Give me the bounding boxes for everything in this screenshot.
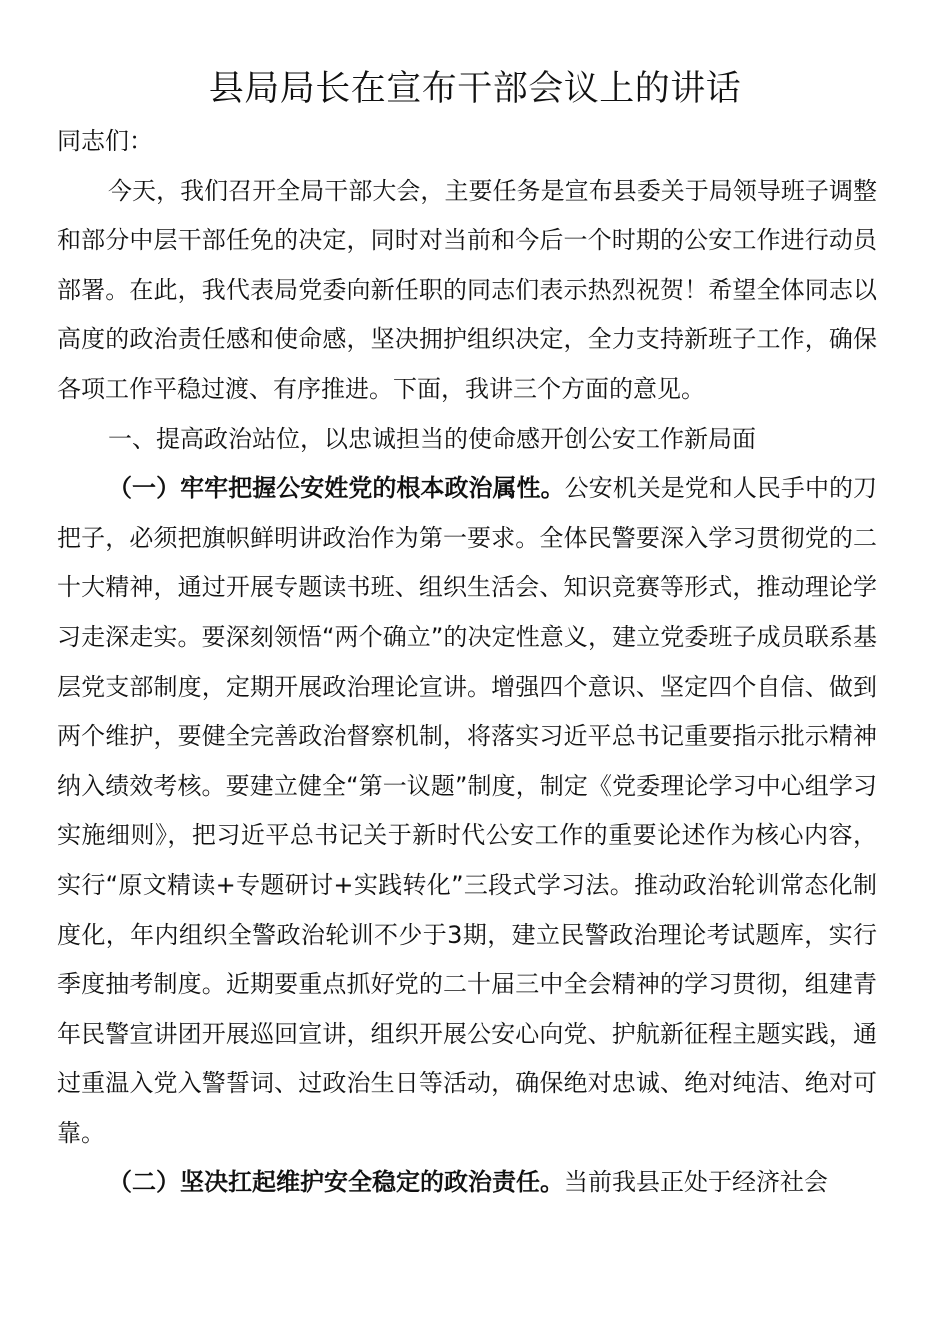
document-body bbox=[57, 117, 877, 1208]
subsection-one-heading: （一）牢牢把握公安姓党的根本政治属性。 bbox=[108, 474, 565, 503]
subsection-one-text: 公安机关是党和人民手中的刀把子，必须把旗帜鲜明讲政治作为第一要求。全体民警要深入学习贯彻党的二十大精神，通过开展专题读书班、组织生活会、知识竞赛等形式，推动理论学习走深走实。要深刻领悟“两个确立”的决定性意义，建立党委班子成员联系基层党支部制度，定期开展政治理论宣讲。增强四个意识、坚定四个自信、做到两个维护，要健全完善政治督察机制，将落实习近平总书记重要指示批示精神纳入绩效考核。要建立健全“第一议题”制度，制定《党委理论学习中心组学习实施细则》，把习近平总书记关于新时代公安工作的重要论述作为核心内容，实行“原文精读+专题研讨+实践转化”三段式学习法。推动政治轮训常态化制度化，年内组织全警政治轮训不少于3期，建立民警政治理论考试题库，实行季度抽考制度。近期要重点抓好党的二十届三中全会精神的学习贯彻，组建青年民警宣讲团开展巡回宣讲，组织开展公安心向党、护航新征程主题实践，通过重温入党入警誓词、过政治生日等活动，确保绝对忠诚、绝对纯洁、绝对可靠。 bbox=[57, 474, 878, 1147]
intro-paragraph: 今天，我们召开全局干部大会，主要任务是宣布县委关于局领导班子调整和部分中层干部任免的决定，同时对当前和今后一个时期的公安工作进行动员部署。在此，我代表局党委向新任职的同志们表示热烈祝贺！希望全体同志以高度的政治责任感和使命感，坚决拥护组织决定，全力支持新班子工作，确保各项工作平稳过渡、有序推进。下面，我讲三个方面的意见。 bbox=[57, 176, 877, 403]
subsection-one-paragraph bbox=[57, 464, 877, 1158]
subsection-two-paragraph bbox=[57, 1158, 877, 1208]
section-one-heading: 一、提高政治站位，以忠诚担当的使命感开创公安工作新局面 bbox=[108, 424, 756, 453]
document-title: 县局局长在宣布干部会议上的讲话 bbox=[208, 69, 742, 109]
subsection-two-text: 当前我县正处于经济社会 bbox=[564, 1168, 828, 1197]
salutation: 同志们： bbox=[57, 127, 153, 155]
subsection-two-heading: （二）坚决扛起维护安全稳定的政治责任。 bbox=[108, 1168, 564, 1197]
